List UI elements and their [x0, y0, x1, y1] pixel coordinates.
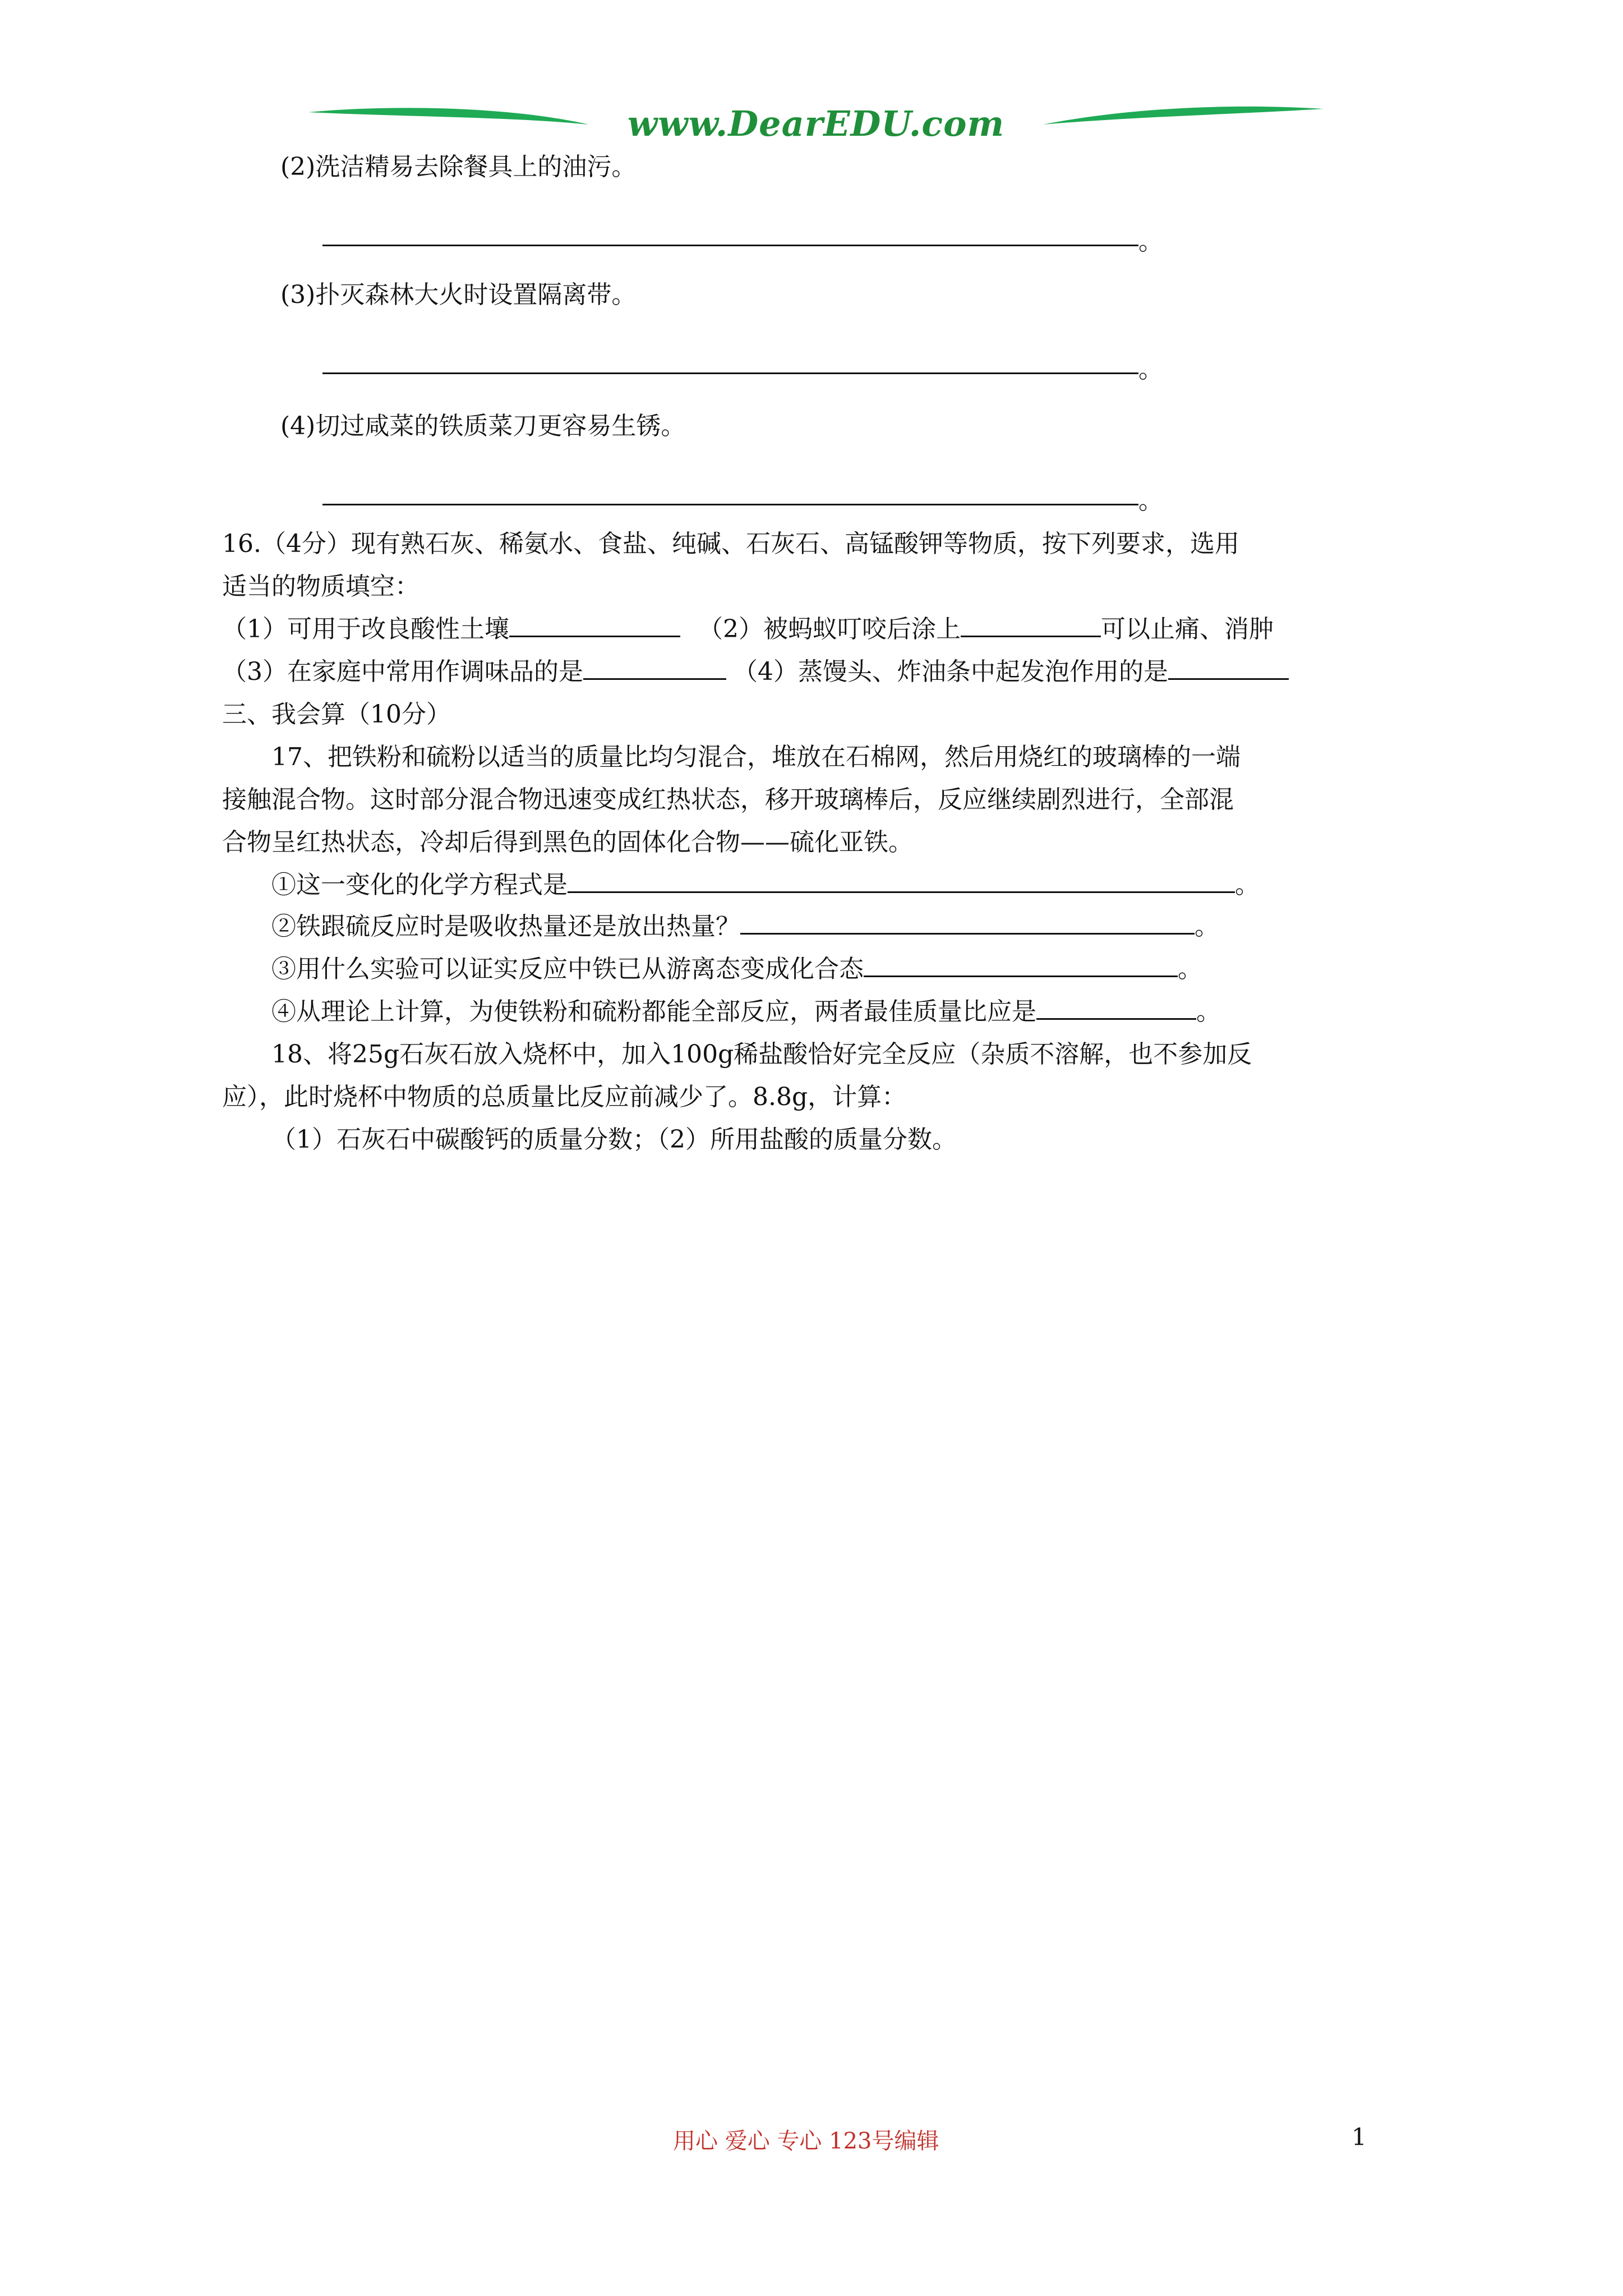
q16-part-1-label: （1）可用于改良酸性土壤 — [222, 615, 509, 643]
q16-part-3-label: （3）在家庭中常用作调味品的是 — [222, 657, 583, 686]
q17-sub-1: ①这一变化的化学方程式是 。 — [271, 868, 1260, 902]
q18-stem-line-2: 应），此时烧杯中物质的总质量比反应前减少了。8.8g，计算： — [222, 1083, 907, 1111]
section-3-title: 三、我会算（10分） — [222, 700, 451, 729]
q15-item-3-answer-line[interactable] — [322, 372, 1138, 374]
q17-stem-line-3: 合物呈红热状态，冷却后得到黑色的固体化合物——硫化亚铁。 — [222, 828, 913, 857]
q16-stem-line-2: 适当的物质填空： — [222, 572, 419, 601]
q16-part-2-blank[interactable] — [961, 613, 1101, 637]
q16-part-2-label: （2）被蚂蚁叮咬后涂上 — [698, 615, 961, 643]
q18-stem-line-3: （1）石灰石中碳酸钙的质量分数；（2）所用盐酸的质量分数。 — [271, 1125, 957, 1154]
q15-item-4-answer-line[interactable] — [322, 504, 1138, 505]
q15-item-2-period: 。 — [1138, 227, 1163, 256]
q17-sub-4: ④从理论上计算，为使铁粉和硫粉都能全部反应，两者最佳质量比应是 。 — [271, 995, 1221, 1029]
q17-sub-3-blank[interactable] — [864, 953, 1178, 977]
q15-item-2-answer-line[interactable] — [322, 245, 1138, 246]
q17-sub-3: ③用什么实验可以证实反应中铁已从游离态变成化合态 。 — [271, 953, 1202, 986]
q15-item-4: (4)切过咸菜的铁质菜刀更容易生锈。 — [280, 412, 686, 440]
q17-sub-1-blank[interactable] — [568, 869, 1235, 893]
q17-stem-line-1: 17、把铁粉和硫粉以适当的质量比均匀混合，堆放在石棉网，然后用烧红的玻璃棒的一端 — [271, 743, 1241, 771]
q15-item-4-period: 。 — [1138, 486, 1163, 515]
q16-part-3-blank[interactable] — [583, 656, 726, 680]
q15-item-3: (3)扑灭森林大火时设置隔离带。 — [280, 280, 637, 309]
q16-part-4-blank[interactable] — [1168, 656, 1289, 680]
q17-sub-4-blank[interactable] — [1036, 996, 1196, 1020]
q16-row-1 — [222, 613, 1274, 646]
q16-part-4-label: （4）蒸馒头、炸油条中起发泡作用的是 — [733, 657, 1168, 686]
q17-stem-line-2: 接触混合物。这时部分混合物迅速变成红热状态，移开玻璃棒后，反应继续剧烈进行，全部混 — [222, 785, 1234, 814]
footer-credit: 用心 爱心 专心 123号编辑 — [673, 2128, 939, 2154]
q15-item-2: (2)洗洁精易去除餐具上的油污。 — [280, 153, 637, 181]
q16-part-1-blank[interactable] — [509, 613, 680, 637]
q16-stem-line-1: 16.（4分）现有熟石灰、稀氨水、食盐、纯碱、石灰石、高锰酸钾等物质，按下列要求，选用 — [222, 530, 1239, 558]
q16-part-2-end: 可以止痛、消肿 — [1101, 615, 1274, 643]
q17-sub-2: ②铁跟硫反应时是吸收热量还是放出热量？ 。 — [271, 910, 1219, 944]
page-number: 1 — [1352, 2123, 1367, 2151]
q18-stem-line-1: 18、将25g石灰石放入烧杯中，加入100g稀盐酸恰好完全反应（杂质不溶解，也不参加反 — [271, 1040, 1252, 1069]
site-header — [308, 100, 1324, 150]
q15-item-3-period: 。 — [1138, 355, 1163, 384]
q17-sub-2-blank[interactable] — [740, 910, 1195, 935]
site-logo[interactable]: www.DearEDU.com — [627, 103, 1005, 144]
q16-row-2 — [222, 655, 1289, 689]
